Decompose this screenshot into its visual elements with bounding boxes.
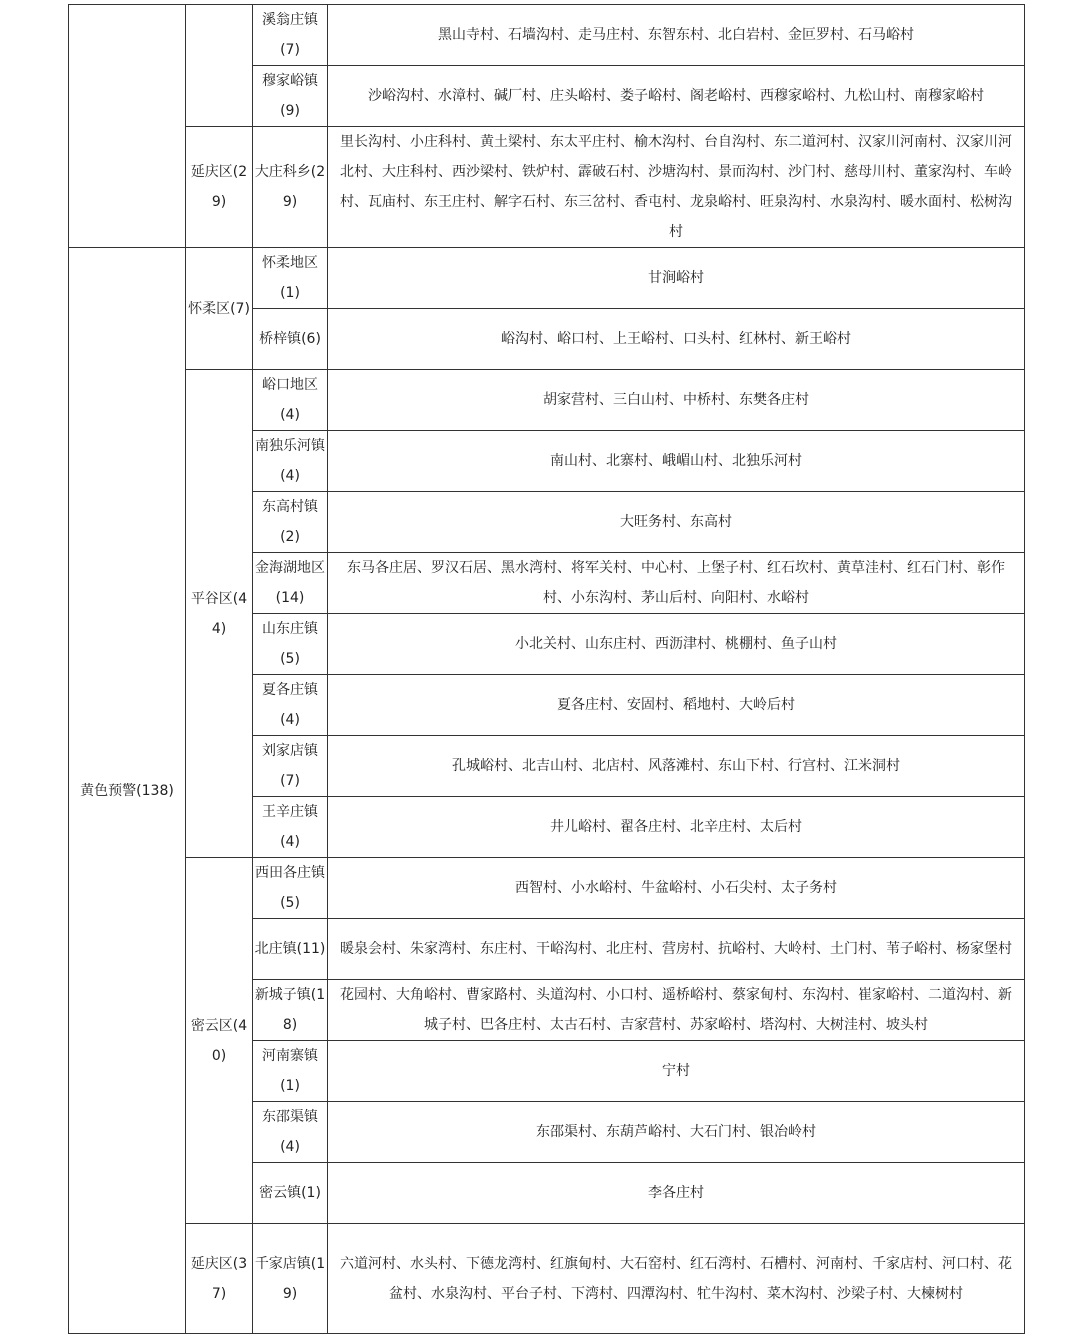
town-cell: 金海湖地区(14) [253,553,328,614]
district-cell: 平谷区(44) [186,370,253,858]
villages-cell: 甘涧峪村 [328,248,1025,309]
district-cell [186,5,253,127]
district-cell: 密云区(40) [186,858,253,1224]
villages-cell: 东邵渠村、东葫芦峪村、大石门村、银冶岭村 [328,1102,1025,1163]
town-cell: 新城子镇(18) [253,980,328,1041]
district-cell: 延庆区(37) [186,1224,253,1334]
villages-cell: 峪沟村、峪口村、上王峪村、口头村、红林村、新王峪村 [328,309,1025,370]
table-row [69,5,1025,66]
villages-cell: 花园村、大角峪村、曹家路村、头道沟村、小口村、遥桥峪村、蔡家甸村、东沟村、崔家峪村、二道沟村、新城子村、巴各庄村、太古石村、吉家营村、苏家峪村、塔沟村、大树洼村、坡头村 [328,980,1025,1041]
town-cell: 山东庄镇(5) [253,614,328,675]
villages-cell: 大旺务村、东高村 [328,492,1025,553]
town-cell: 东邵渠镇(4) [253,1102,328,1163]
villages-cell: 黑山寺村、石墙沟村、走马庄村、东智东村、北白岩村、金叵罗村、石马峪村 [328,5,1025,66]
villages-cell: 暖泉会村、朱家湾村、东庄村、干峪沟村、北庄村、营房村、抗峪村、大岭村、土门村、苇子峪村、杨家堡村 [328,919,1025,980]
town-cell: 河南寨镇(1) [253,1041,328,1102]
table-row [69,370,1025,431]
villages-cell: 沙峪沟村、水漳村、碱厂村、庄头峪村、娄子峪村、阁老峪村、西穆家峪村、九松山村、南穆家峪村 [328,66,1025,127]
table-row [69,1224,1025,1334]
town-cell: 王辛庄镇(4) [253,797,328,858]
town-cell: 夏各庄镇(4) [253,675,328,736]
villages-cell: 宁村 [328,1041,1025,1102]
town-cell: 西田各庄镇(5) [253,858,328,919]
town-cell: 南独乐河镇(4) [253,431,328,492]
villages-cell: 井儿峪村、翟各庄村、北辛庄村、太后村 [328,797,1025,858]
villages-cell: 六道河村、水头村、下德龙湾村、红旗甸村、大石窑村、红石湾村、石槽村、河南村、千家店村、河口村、花盆村、水泉沟村、平台子村、下湾村、四潭沟村、牤牛沟村、菜木沟村、沙梁子村、大楝树村 [328,1224,1025,1334]
villages-cell: 西智村、小水峪村、牛盆峪村、小石尖村、太子务村 [328,858,1025,919]
table-row [69,248,1025,309]
town-cell: 千家店镇(19) [253,1224,328,1334]
villages-cell: 南山村、北寨村、峨嵋山村、北独乐河村 [328,431,1025,492]
villages-cell: 李各庄村 [328,1163,1025,1224]
villages-cell: 东马各庄居、罗汉石居、黑水湾村、将军关村、中心村、上堡子村、红石坎村、黄草洼村、红石门村、彰作村、小东沟村、茅山后村、向阳村、水峪村 [328,553,1025,614]
villages-cell: 里长沟村、小庄科村、黄土梁村、东太平庄村、榆木沟村、台自沟村、东二道河村、汉家川河南村、汉家川河北村、大庄科村、西沙梁村、铁炉村、霹破石村、沙塘沟村、景而沟村、沙门村、慈母川村、董家沟村、车岭村、瓦庙村、东王庄村、解字石村、东三岔村、香屯村、龙泉峪村、旺泉沟村、水泉沟村、暖水面村、松树沟村 [328,127,1025,248]
town-cell: 大庄科乡(29) [253,127,328,248]
warning-village-table [68,4,1025,1334]
town-cell: 密云镇(1) [253,1163,328,1224]
town-cell: 穆家峪镇(9) [253,66,328,127]
town-cell: 东高村镇(2) [253,492,328,553]
table-row [69,858,1025,919]
district-cell: 怀柔区(7) [186,248,253,370]
town-cell: 怀柔地区(1) [253,248,328,309]
town-cell: 北庄镇(11) [253,919,328,980]
villages-cell: 孔城峪村、北吉山村、北店村、风落滩村、东山下村、行宫村、江米洞村 [328,736,1025,797]
district-cell: 延庆区(29) [186,127,253,248]
town-cell: 刘家店镇(7) [253,736,328,797]
town-cell: 桥梓镇(6) [253,309,328,370]
villages-cell: 夏各庄村、安固村、稻地村、大岭后村 [328,675,1025,736]
warning-level-cell: 黄色预警(138) [69,248,186,1334]
table-row [69,127,1025,248]
town-cell: 峪口地区(4) [253,370,328,431]
warning-level-cell [69,5,186,248]
town-cell: 溪翁庄镇(7) [253,5,328,66]
villages-cell: 胡家营村、三白山村、中桥村、东樊各庄村 [328,370,1025,431]
villages-cell: 小北关村、山东庄村、西沥津村、桃棚村、鱼子山村 [328,614,1025,675]
